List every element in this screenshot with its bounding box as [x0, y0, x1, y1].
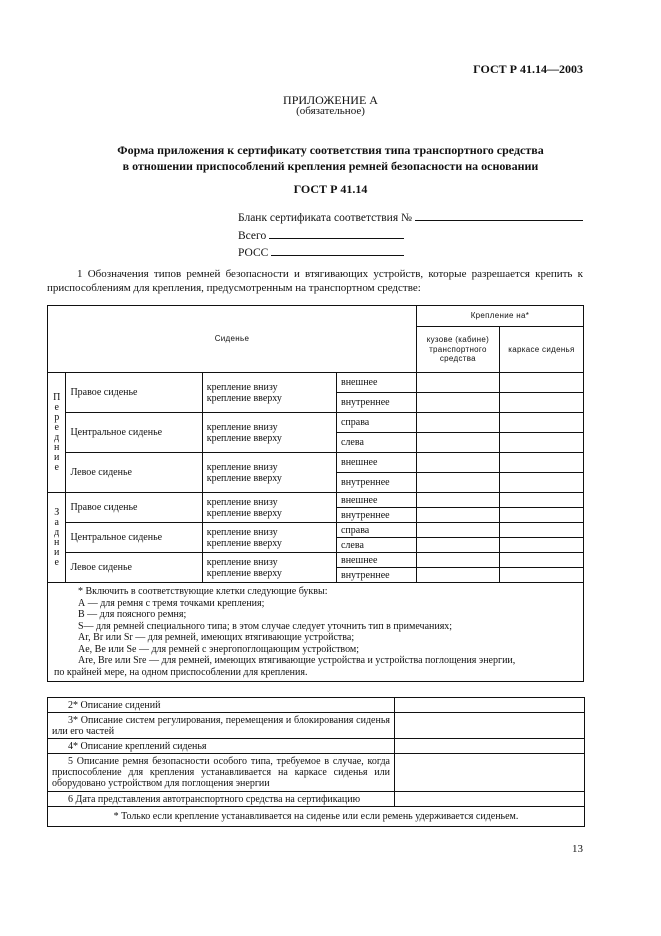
front-center-seat: Центральное сиденье	[66, 413, 202, 453]
form-title	[0, 142, 661, 174]
total-field[interactable]	[269, 228, 404, 239]
cell[interactable]	[499, 413, 583, 433]
standard-title: ГОСТ Р 41.14	[293, 182, 368, 196]
rear-right-mounts: крепление внизу крепление вверху	[202, 493, 336, 523]
cell[interactable]	[499, 473, 583, 493]
cell[interactable]	[416, 553, 499, 568]
description-table	[47, 697, 585, 827]
seats-description-label: 2* Описание сидений	[48, 698, 395, 713]
cell[interactable]	[416, 508, 499, 523]
rear-left-mounts: крепление внизу крепление вверху	[202, 553, 336, 583]
certificate-number-label: Бланк сертификата соответствия №	[238, 212, 412, 224]
rear-group-label: З а д н и е	[48, 493, 66, 583]
adjustment-systems-value[interactable]	[395, 713, 585, 739]
cell[interactable]	[499, 393, 583, 413]
table-footnote: * Только если крепление устанавливается на сиденье или если ремень удерживается сиденьем.	[48, 807, 585, 827]
seats-description-value[interactable]	[395, 698, 585, 713]
ross-field[interactable]	[271, 245, 404, 256]
seat-anchorages-label: 4* Описание креплений сиденья	[48, 739, 395, 754]
rear-left-outer: внешнее	[336, 553, 416, 568]
cell[interactable]	[416, 473, 499, 493]
seat-anchorages-value[interactable]	[395, 739, 585, 754]
note-s: S— для ремней специального типа; в этом случае следует уточнить тип в примечаниях;	[78, 620, 453, 632]
rear-right-inner: внутреннее	[336, 508, 416, 523]
cell[interactable]	[416, 433, 499, 453]
front-left-mounts: крепление внизу крепление вверху	[202, 453, 336, 493]
front-center-right: справа	[336, 413, 416, 433]
front-right-inner: внутреннее	[336, 393, 416, 413]
note-are: Are, Bre или Sre — для ремней, имеющих втягивающие устройства и устройства поглощения энергии,	[78, 655, 516, 666]
submission-date-value[interactable]	[395, 792, 585, 807]
cell[interactable]	[499, 433, 583, 453]
special-belt-value[interactable]	[395, 754, 585, 792]
front-center-left: слева	[336, 433, 416, 453]
cell[interactable]	[499, 568, 583, 583]
document-id: ГОСТ Р 41.14—2003	[473, 62, 583, 76]
form-title-line1: Форма приложения к сертификату соответствия типа транспортного средства	[117, 143, 544, 157]
special-belt-label: 5 Описание ремня безопасности особого типа, требуемое в случае, когда приспособление для крепления устанавливается на каркасе сиденья или оборудовано устройством для поглощения энергии	[48, 754, 395, 792]
table-notes	[48, 583, 584, 682]
front-center-mounts: крепление внизу крепление вверху	[202, 413, 336, 453]
rear-right-outer: внешнее	[336, 493, 416, 508]
rear-left-inner: внутреннее	[336, 568, 416, 583]
cell[interactable]	[499, 538, 583, 553]
body-header: кузове (кабине) транспортного средства	[416, 327, 499, 373]
certificate-number-row	[238, 210, 583, 224]
form-title-line2: в отношении приспособлений крепления ремней безопасности на основании	[122, 159, 539, 173]
annex-title: ПРИЛОЖЕНИЕ А	[283, 93, 378, 107]
cell[interactable]	[416, 538, 499, 553]
annex-subtitle: (обязательное)	[296, 105, 365, 117]
front-right-seat: Правое сиденье	[66, 373, 202, 413]
notes-intro: * Включить в соответствующие клетки следующие буквы:	[78, 586, 328, 597]
front-right-outer: внешнее	[336, 373, 416, 393]
frame-header: каркасе сиденья	[499, 327, 583, 373]
adjustment-systems-label: 3* Описание систем регулирования, перемещения и блокирования сиденья или его частей	[48, 713, 395, 739]
cell[interactable]	[416, 393, 499, 413]
rear-center-right: справа	[336, 523, 416, 538]
ross-row	[238, 245, 404, 259]
note-are-cont: по крайней мере, на одном приспособлении для крепления.	[54, 666, 308, 678]
cell[interactable]	[416, 373, 499, 393]
cell[interactable]	[416, 493, 499, 508]
rear-left-seat: Левое сиденье	[66, 553, 202, 583]
seat-belt-table	[47, 305, 584, 682]
cell[interactable]	[499, 493, 583, 508]
front-left-inner: внутреннее	[336, 473, 416, 493]
rear-center-seat: Центральное сиденье	[66, 523, 202, 553]
ross-label: РОСС	[238, 247, 269, 259]
seat-header: Сиденье	[48, 306, 417, 373]
mount-header: Крепление на*	[416, 306, 583, 327]
total-row	[238, 228, 404, 242]
rear-right-seat: Правое сиденье	[66, 493, 202, 523]
front-left-seat: Левое сиденье	[66, 453, 202, 493]
front-right-mounts: крепление внизу крепление вверху	[202, 373, 336, 413]
cell[interactable]	[416, 523, 499, 538]
cell[interactable]	[499, 553, 583, 568]
cell[interactable]	[499, 373, 583, 393]
page-number: 13	[572, 843, 583, 855]
cell[interactable]	[416, 453, 499, 473]
cell[interactable]	[416, 568, 499, 583]
cell[interactable]	[499, 508, 583, 523]
front-left-outer: внешнее	[336, 453, 416, 473]
total-label: Всего	[238, 230, 267, 242]
cell[interactable]	[416, 413, 499, 433]
cell[interactable]	[499, 453, 583, 473]
note-a: А — для ремня с тремя точками крепления;	[78, 597, 265, 609]
front-group-label: П е р е д н и е	[48, 373, 66, 493]
paragraph-1: 1 Обозначения типов ремней безопасности и втягивающих устройств, которые разрешается крепить к приспособлениям для крепления, предусмотренным на транспортном средстве:	[47, 268, 583, 294]
rear-center-mounts: крепление внизу крепление вверху	[202, 523, 336, 553]
certificate-number-field[interactable]	[415, 210, 583, 221]
note-ae: Ae, Be или Se — для ремней с энергопоглощающим устройством;	[78, 643, 360, 655]
note-ar: Ar, Br или Sr — для ремней, имеющих втягивающие устройства;	[78, 632, 355, 643]
cell[interactable]	[499, 523, 583, 538]
note-b: В — для поясного ремня;	[78, 609, 187, 620]
submission-date-label: 6 Дата представления автотранспортного средства на сертификацию	[48, 792, 395, 807]
rear-center-left: слева	[336, 538, 416, 553]
